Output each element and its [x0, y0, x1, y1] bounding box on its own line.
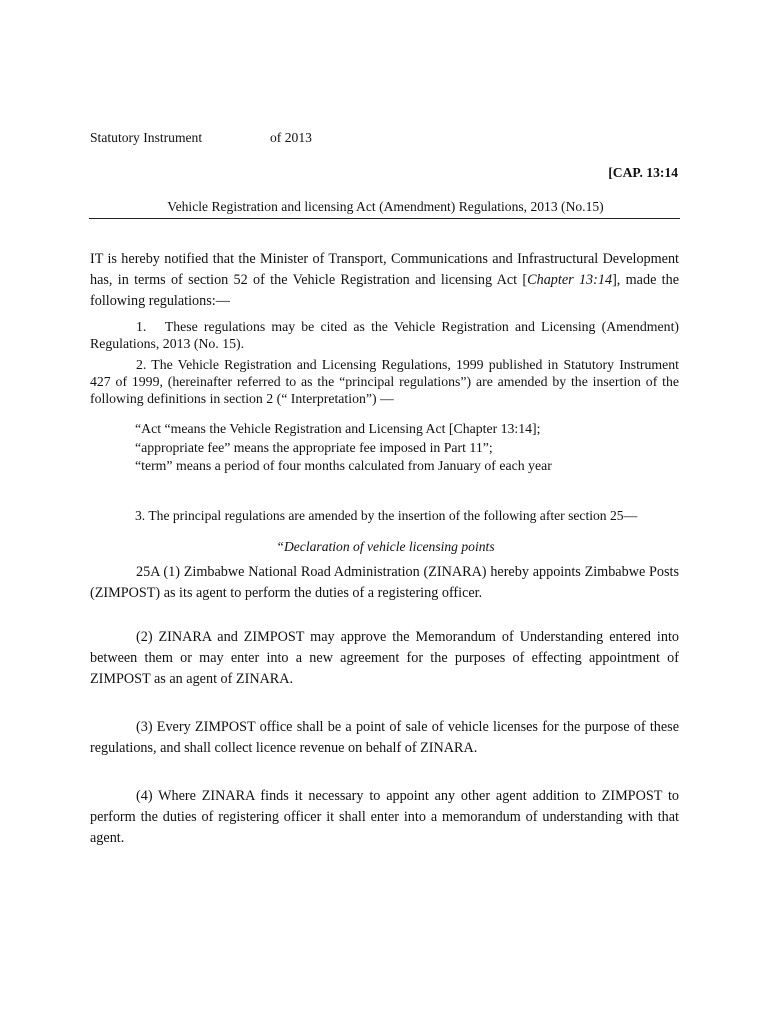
definition-appropriate-fee: “appropriate fee” means the appropriate fee imposed in Part 11”;: [135, 439, 493, 455]
subsection-4: (4) Where ZINARA finds it necessary to appoint any other agent addition to ZIMPOST to perform the duties of registering officer it shall enter into a memorandum of understanding with that agent.: [90, 788, 679, 846]
cap-reference: [CAP. 13:14: [608, 165, 678, 180]
subsection-2: (2) ZINARA and ZIMPOST may approve the Memorandum of Understanding entered into between them or may enter into a new agreement for the purposes of effecting appointment of ZIMPOST as an agent of ZINARA.: [90, 629, 679, 687]
definition-term: “term” means a period of four months calculated from January of each year: [135, 458, 552, 473]
section-1: 1. These regulations may be cited as the Vehicle Registration and Licensing (Amendment) Regulations, 2013 (No. 15).: [90, 319, 679, 351]
definition-act: “Act “means the Vehicle Registration and Licensing Act [Chapter 13:14];: [135, 421, 541, 436]
section-3: 3. The principal regulations are amended by the insertion of the following after section 25—: [135, 508, 638, 523]
definitions-list: [135, 420, 552, 476]
preamble-paragraph: [90, 249, 679, 312]
section-2: 2. The Vehicle Registration and Licensing Regulations, 1999 published in Statutory Instrument 427 of 1999, (hereinafter referred to as the “principal regulations”) are amended by the insertion of the following definitions in section 2 (“ Interpretation”) —: [90, 357, 679, 406]
subsection-1: 25A (1) Zimbabwe National Road Administration (ZINARA) hereby appoints Zimbabwe Posts (ZIMPOST) as its agent to perform the duties of a registering officer.: [90, 564, 679, 601]
document-title: Vehicle Registration and licensing Act (Amendment) Regulations, 2013 (No.15): [167, 199, 604, 214]
preamble-text-start: IT is hereby notified that the Minister of Transport, Communications and Infrastructural Development has, in terms of section 52 of the Vehicle Registration and licensing Act [: [90, 251, 679, 288]
year-label: of 2013: [270, 130, 312, 145]
chapter-reference: Chapter 13:14: [527, 272, 613, 288]
subsection-3: (3) Every ZIMPOST office shall be a point of sale of vehicle licenses for the purpose of these regulations, and shall collect licence revenue on behalf of ZINARA.: [90, 719, 679, 756]
title-rule: [89, 218, 680, 219]
heading-25a: “Declaration of vehicle licensing points: [276, 539, 495, 554]
preamble-text-end: ], made the following regulations:—: [90, 272, 680, 309]
instrument-label: Statutory Instrument: [90, 130, 203, 145]
